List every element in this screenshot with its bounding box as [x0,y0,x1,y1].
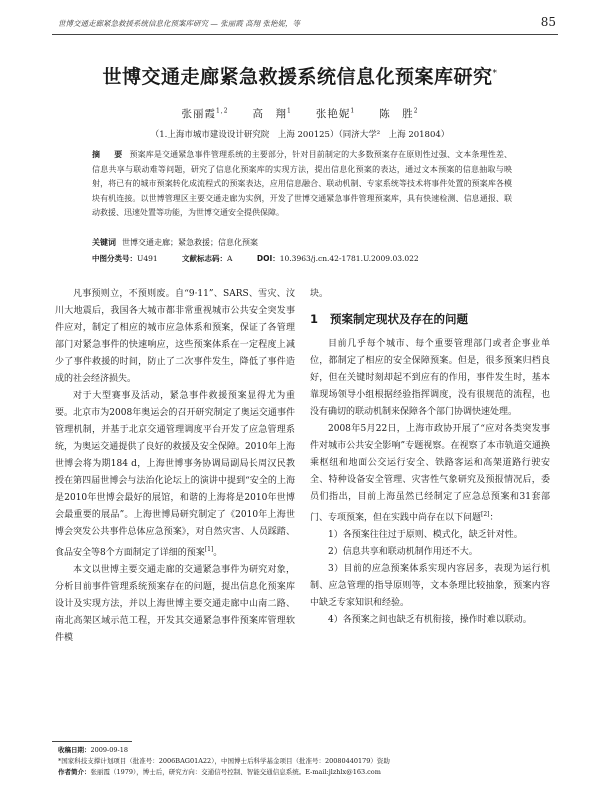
abstract [92,148,512,221]
body-paragraph: 对于大型赛事及活动，紧急事件救援预案显得尤为重要。北京市为2008年奥运会的召开研究制定了奥运交通事件管理机制，并基于北京交通管理调度平台开发了应急管理系统，为奥运交通提供了良好的救援及安全保障。2010年上海世博会将为期184 d，上海世博事务协调局副局长周汉民教授在第四届世博会与法治化论坛上的演讲中提到“安全的上海是2010年世博会最好的展馆，和谐的上海将是2010年世博会最重要的展品”。上海世博局研究制定了《2010年上海世博会突发公共事件总体应急预案》，对自然灾害、人员踩踏、食品安全等8个方面制定了详细的预案[1]。 [55,391,295,558]
author-name: 高 翔$^1$ [252,107,292,120]
citation-ref[interactable]: [2] [481,511,490,518]
intro-paragraph: 凡事预则立，不预则废。自“9·11”、SARS、雪灾、汶川大地震后，我国各大城市都非常重视城市公共安全突发事件应对，制定了相应的城市应急体系和预案，保证了各管理部门对紧急事件的快速响应，这些预案体系在一定程度上减少了事件救援的时间，防止了二次事件发生，降低了事件造成的社会经济损失。 [55,289,295,384]
issue-item: 2）信息共享和联动机制作用还不大。 [328,547,478,557]
document-code: 文献标志码：A [182,254,233,263]
author-name: 张艳妮$^1$ [315,107,356,120]
title-footnote-mark: * [492,68,498,79]
footnote-rule [52,741,132,742]
issue-item: 4）各预案之间也缺乏有机衔接，操作时难以联动。 [328,615,532,625]
classification-meta [92,253,522,264]
section-heading [310,311,550,327]
header-rule [52,34,558,35]
section-title: 预案制定现状及存在的问题 [330,312,469,326]
abstract-label: 摘 要 [92,150,126,159]
author-bio: 作者简介：张丽霞（1979），博士后，研究方向：交通信号控制、智能交通信息系统。E-mail:jlzhlx@163.com [58,768,381,776]
funding-note: *国家科技支撑计划项目（批准号：2006BAG01A22），中国博士后科学基金项目（批准号：20080440179）资助 [58,757,390,765]
footnotes [58,745,558,778]
author-name: 陈 胜$^2$ [379,107,419,120]
abstract-text: 预案库是交通紧急事件管理系统的主要部分，针对目前制定的大多数预案存在原则性过强、文本条理性差、信息共享与联动难等问题，研究了信息化预案库的实现方法，提出信息化预案的表达，通过文本预案的信息抽取与映射，将已有的城市预案转化成流程式的预案表达，应用信息融合、联动机制、专家系统等技术将事件处置的预案库各模块有机连接。以世博管理区主要交通走廊为实例，开发了世博交通紧急事件管理预案库，具有快速检测、信息通报、联动救援、迅速处置等功能，为世博交通安全提供保障。 [92,150,513,218]
doi: DOI：10.3963/j.cn.42-1781.U.2009.03.022 [256,254,419,263]
right-column [310,286,550,629]
body-paragraph: 2008年5月22日，上海市政协开展了“应对各类突发事件对城市公共安全影响”专题视察。在视察了本市轨道交通换乘枢纽和地面公交运行安全、铁路客运和高架道路行驶安全、特种设备安全管理、灾害性气象研究及预报情况后，委员们指出，目前上海虽然已经制定了应急总预案和31套部门、专项预案，但在实践中尚存在以下问题[2]： [310,424,550,523]
author-list [40,106,560,121]
keywords [92,236,512,249]
continued-text: 块。 [310,289,329,299]
title-text: 世博交通走廊紧急救援系统信息化预案库研究 [102,66,493,88]
keywords-text: 世博交通走廊；紧急救援；信息化预案 [122,238,258,247]
affiliation: （1.上海市城市建设设计研究院 上海 200125）（同济大学² 上海 201804） [150,130,450,140]
running-head: 世博交通走廊紧急救援系统信息化预案库研究 — 张丽霞 高翔 张艳妮，等 [58,19,301,28]
received-date: 收稿日期：2009-09-18 [58,746,128,754]
citation-ref[interactable]: [1] [204,546,214,553]
clc-number: 中图分类号：U491 [92,254,158,263]
page-number: 85 [540,15,556,29]
paper-title [40,62,560,89]
body-paragraph: 目前几乎每个城市、每个重要管理部门或者企事业单位，都制定了相应的安全保障预案。但是，很多预案归档良好，但在关键时刻却起不到应有的作用，事件发生时，基本靠现场领导小组根据经验指挥调度，没有很规范的流程，也没有确切的联动机制来保障各个部门协调快速处理。 [310,339,550,417]
keywords-label: 关键词 [92,238,116,247]
issue-item: 1）各预案往往过于原则、模式化，缺乏针对性。 [328,530,523,540]
issue-item: 3）目前的应急预案体系实现内容居多，表现为运行机制、应急管理的指导原则等，文本条理比较抽象，预案内容中缺乏专家知识和经验。 [310,564,550,608]
section-number: 1 [310,312,319,326]
author-name: 张丽霞$^{1,2}$ [181,107,229,120]
left-column [55,286,295,647]
body-paragraph: 本文以世博主要交通走廊的交通紧急事件为研究对象，分析目前事件管理系统预案存在的问题，提出信息化预案库设计及实现方法，并以上海世博主要交通走廊中山南二路、南北高架区域示范工程，开发其交通紧急事件预案库管理软件模 [55,565,295,643]
